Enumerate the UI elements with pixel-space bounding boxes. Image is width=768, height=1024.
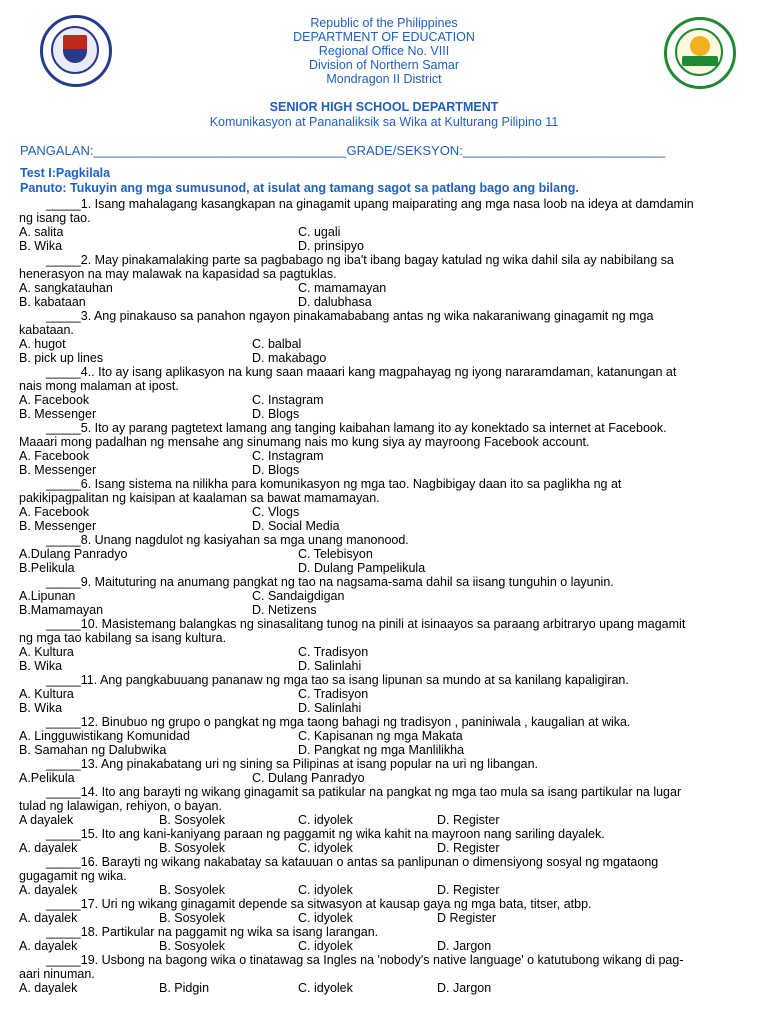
answer-option: D Register (437, 911, 497, 925)
answer-option: D. dalubhasa (298, 295, 372, 309)
question-stem-continuation: ng isang tao. (19, 211, 91, 225)
answer-option: A. dayalek (19, 911, 78, 925)
question-stem-continuation: henerasyon na may malawak na kapasidad sa pagtuklas. (19, 267, 337, 281)
test-title: Test I:Pagkilala (20, 166, 111, 180)
answer-option: B. Sosyolek (159, 883, 226, 897)
answer-row (19, 393, 726, 407)
answer-row (19, 463, 726, 477)
answer-row (19, 743, 726, 757)
question-item (19, 533, 726, 575)
answer-option: D. Register (437, 883, 500, 897)
answer-row (19, 225, 726, 239)
answer-row (19, 351, 726, 365)
department-title: SENIOR HIGH SCHOOL DEPARTMENT (269, 100, 499, 114)
subject-title: Komunikasyon at Pananaliksik sa Wika at Kulturang Pilipino 11 (209, 115, 559, 129)
answer-option: D. Jargon (437, 981, 492, 995)
answer-option: A dayalek (19, 813, 74, 827)
answer-option: B.Mamamayan (19, 603, 104, 617)
question-stem-continuation: Maaari mong padalhan ng mensahe ang sinumang nais mo kung siya ay mayroong Facebook account. (19, 435, 590, 449)
question-stem: _____13. Ang pinakabatang uri ng sining sa Pilipinas at isang popular na uri ng libangan. (46, 757, 539, 771)
answer-row (19, 771, 726, 785)
answer-row (19, 939, 726, 953)
question-item (19, 197, 726, 253)
answer-row (19, 519, 726, 533)
answer-option: C. Instagram (252, 393, 324, 407)
question-stem-continuation: nais mong malaman at ipost. (19, 379, 179, 393)
answer-option: A.Lipunan (19, 589, 76, 603)
answer-row (19, 687, 726, 701)
department-heading (0, 100, 768, 130)
question-item (19, 925, 726, 953)
answer-option: B. Messenger (19, 519, 97, 533)
question-item (19, 953, 726, 995)
question-item (19, 897, 726, 925)
name-grade-line: PANGALAN:___________________________________GRADE/SEKSYON:____________________________ (20, 143, 666, 158)
answer-option: D. Dulang Pampelikula (298, 561, 426, 575)
question-stem: _____6. Isang sistema na nilikha para komunikasyon ng mga tao. Nagbibigay daan ito sa paglikha ng at (46, 477, 622, 491)
question-stem: _____5. Ito ay parang pagtetext lamang ang tanging kaibahan lamang ito ay konektado sa internet at Facebook. (46, 421, 667, 435)
answer-option: C. idyolek (298, 813, 353, 827)
letterhead (0, 16, 768, 86)
answer-option: D. Register (437, 841, 500, 855)
answer-option: C. Vlogs (252, 505, 300, 519)
question-stem: _____10. Masistemang balangkas ng sinasalitang tunog na pinili at isinaayos sa paraang arbitraryo upang magamit (46, 617, 686, 631)
answer-option: B. Sosyolek (159, 841, 226, 855)
question-item (19, 617, 726, 673)
question-stem: _____19. Usbong na bagong wika o tinatawag sa Ingles na 'nobody's native language' o katutubong wikang di pag- (46, 953, 684, 967)
answer-option: A. dayalek (19, 883, 78, 897)
answer-row (19, 883, 726, 897)
question-stem-continuation: ng mga tao kabilang sa isang kultura. (19, 631, 227, 645)
question-stem: _____16. Barayti ng wikang nakabatay sa katauuan o antas sa panlipunan o dimensiyong sosyal ng mgataong (46, 855, 659, 869)
answer-option: D. Blogs (252, 407, 300, 421)
question-stem: _____4.. Ito ay isang aplikasyon na kung saan maaari kang magpahayag ng iyong nararamdaman, katanungan at (46, 365, 677, 379)
answer-option: B. Wika (19, 659, 63, 673)
question-item (19, 673, 726, 715)
answer-option: A. Lingguwistikang Komunidad (19, 729, 190, 743)
test-heading (20, 166, 750, 196)
answer-option: B. Messenger (19, 407, 97, 421)
question-stem: _____2. May pinakamalaking parte sa pagbabago ng iba't ibang bagay katulad ng wika dahil sila ay nabibilang sa (46, 253, 674, 267)
answer-option: D. prinsipyo (298, 239, 364, 253)
answer-row (19, 645, 726, 659)
answer-option: B. Wika (19, 239, 63, 253)
answer-option: B.Pelikula (19, 561, 75, 575)
question-stem: _____9. Maituturing na anumang pangkat ng tao na nagsama-sama dahil sa iisang tunguhin o layunin. (46, 575, 614, 589)
question-stem: _____3. Ang pinakauso sa panahon ngayon pinakamababang antas ng wika nakaraniwang ginagamit ng mga (46, 309, 654, 323)
answer-option: C. Tradisyon (298, 645, 369, 659)
letterhead-line-2: DEPARTMENT OF EDUCATION (293, 30, 475, 44)
answer-option: C. idyolek (298, 841, 353, 855)
question-stem-continuation: kabataan. (19, 323, 74, 337)
question-stem: _____17. Uri ng wikang ginagamit depende sa sitwasyon at kausap gaya ng mga bata, titser, atbp. (46, 897, 592, 911)
question-item (19, 785, 726, 827)
answer-option: B. Wika (19, 701, 63, 715)
answer-option: B. Sosyolek (159, 911, 226, 925)
answer-option: B. Pidgin (159, 981, 210, 995)
question-stem: _____15. Ito ang kani-kaniyang paraan ng paggamit ng wika kahit na mayroon nang sariling dayalek. (46, 827, 605, 841)
answer-option: D. Pangkat ng mga Manlilikha (298, 743, 465, 757)
answer-option: C. idyolek (298, 939, 353, 953)
question-item (19, 253, 726, 309)
answer-row (19, 295, 726, 309)
answer-option: D. Social Media (252, 519, 340, 533)
answer-option: C. mamamayan (298, 281, 387, 295)
answer-option: D. Salinlahi (298, 701, 362, 715)
answer-option: D. Salinlahi (298, 659, 362, 673)
answer-row (19, 561, 726, 575)
question-item (19, 757, 726, 785)
question-list (19, 197, 726, 995)
letterhead-line-5: Mondragon II District (326, 72, 442, 86)
answer-option: A. Facebook (19, 393, 90, 407)
question-stem: _____18. Partikular na paggamit ng wika sa isang larangan. (46, 925, 379, 939)
question-item (19, 827, 726, 855)
answer-row (19, 407, 726, 421)
answer-row (19, 337, 726, 351)
question-stem: _____12. Binubuo ng grupo o pangkat ng mga taong bahagi ng tradisyon , paniniwala , kaugalian at wika. (46, 715, 631, 729)
question-item (19, 309, 726, 365)
question-stem: _____11. Ang pangkabuuang pananaw ng mga tao sa isang lipunan sa mundo at sa kanilang kapaligiran. (46, 673, 629, 687)
answer-option: A. sangkatauhan (19, 281, 113, 295)
answer-option: B. Messenger (19, 463, 97, 477)
answer-row (19, 841, 726, 855)
answer-option: D. Blogs (252, 463, 300, 477)
answer-option: C. Kapisanan ng mga Makata (298, 729, 463, 743)
answer-option: D. Register (437, 813, 500, 827)
question-stem: _____14. Ito ang barayti ng wikang ginagamit sa patikular na pangkat ng mga tao mula sa isang partikular na lugar (46, 785, 682, 799)
answer-row (19, 281, 726, 295)
answer-option: A. salita (19, 225, 64, 239)
answer-row (19, 589, 726, 603)
question-item (19, 477, 726, 533)
answer-option: C. Instagram (252, 449, 324, 463)
letterhead-line-4: Division of Northern Samar (308, 58, 460, 72)
answer-option: D. makabago (252, 351, 327, 365)
answer-row (19, 729, 726, 743)
question-stem: _____8. Unang nagdulot ng kasiyahan sa mga unang manonood. (46, 533, 409, 547)
answer-row (19, 701, 726, 715)
answer-option: C. Sandaigdigan (252, 589, 345, 603)
answer-option: C. idyolek (298, 911, 353, 925)
answer-option: C. idyolek (298, 883, 353, 897)
answer-row (19, 449, 726, 463)
answer-row (19, 813, 726, 827)
answer-option: A. hugot (19, 337, 66, 351)
answer-option: C. Tradisyon (298, 687, 369, 701)
answer-option: B. Sosyolek (159, 813, 226, 827)
answer-option: C. ugali (298, 225, 341, 239)
answer-row (19, 981, 726, 995)
answer-row (19, 911, 726, 925)
answer-row (19, 547, 726, 561)
letterhead-line-1: Republic of the Philippines (310, 16, 458, 30)
answer-option: A. dayalek (19, 841, 78, 855)
answer-option: B. kabataan (19, 295, 86, 309)
answer-option: A. Facebook (19, 505, 90, 519)
question-item (19, 575, 726, 617)
answer-option: B. pick up lines (19, 351, 104, 365)
question-stem-continuation: tulad ng lalawigan, rehiyon, o bayan. (19, 799, 222, 813)
question-item (19, 365, 726, 421)
answer-option: B. Sosyolek (159, 939, 226, 953)
question-stem-continuation: gugagamit ng wika. (19, 869, 127, 883)
answer-row (19, 505, 726, 519)
answer-option: A.Pelikula (19, 771, 75, 785)
answer-option: C. Dulang Panradyo (252, 771, 365, 785)
question-item (19, 421, 726, 477)
answer-row (19, 659, 726, 673)
question-stem-continuation: aari ninuman. (19, 967, 95, 981)
answer-option: A. Kultura (19, 645, 74, 659)
answer-option: A. Facebook (19, 449, 90, 463)
answer-option: D. Jargon (437, 939, 492, 953)
answer-option: C. idyolek (298, 981, 353, 995)
question-stem-continuation: pakikipagpalitan ng kaisipan at kaalaman sa bawat mamamayan. (19, 491, 380, 505)
answer-option: A. dayalek (19, 939, 78, 953)
answer-option: B. Samahan ng Dalubwika (19, 743, 167, 757)
letterhead-line-3: Regional Office No. VIII (318, 44, 450, 58)
answer-option: A.Dulang Panradyo (19, 547, 128, 561)
answer-option: C. balbal (252, 337, 302, 351)
question-item (19, 855, 726, 897)
question-stem: _____1. Isang mahalagang kasangkapan na ginagamit upang maiparating ang mga nasa loob na ideya at damdamin (46, 197, 694, 211)
answer-option: A. dayalek (19, 981, 78, 995)
answer-option: A. Kultura (19, 687, 74, 701)
question-item (19, 715, 726, 757)
test-instruction: Panuto: Tukuyin ang mga sumusunod, at isulat ang tamang sagot sa patlang bago ang bilang. (20, 181, 579, 195)
answer-option: C. Telebisyon (298, 547, 373, 561)
answer-row (19, 603, 726, 617)
answer-row (19, 239, 726, 253)
answer-option: D. Netizens (252, 603, 317, 617)
